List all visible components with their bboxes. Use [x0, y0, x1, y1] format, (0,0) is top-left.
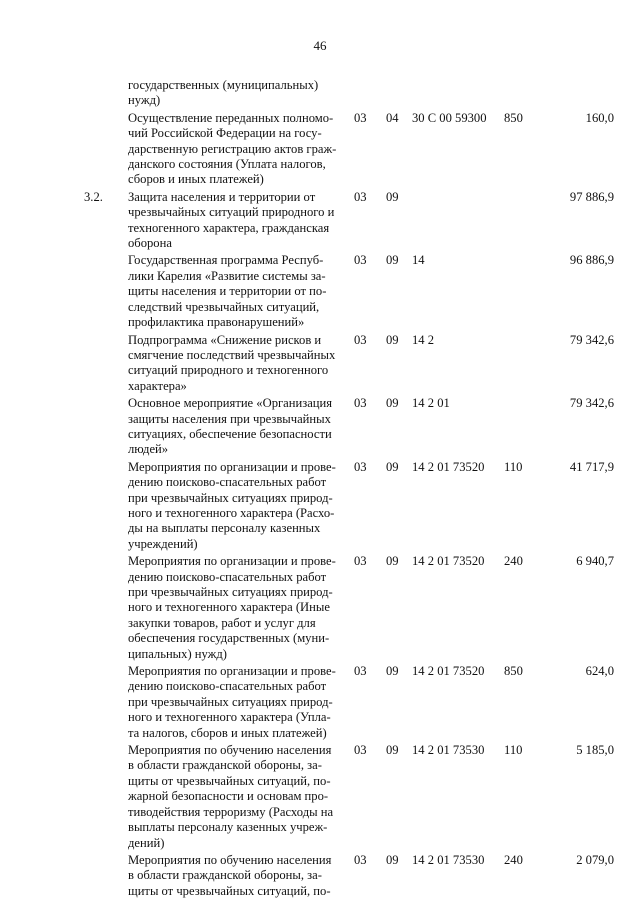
amount: 79 342,6 — [569, 332, 614, 347]
row-name-line: щиты от чрезвычайных ситуаций, по- — [128, 883, 331, 898]
expense-type-code: 110 — [504, 459, 523, 474]
section-code: 03 — [354, 253, 367, 268]
target-item-code — [412, 78, 504, 111]
row-name-line: жарной безопасности и основам про- — [128, 789, 329, 804]
expense-type-code — [504, 78, 544, 111]
row-name-line: дарственную регистрацию актов граж- — [128, 141, 337, 156]
table-row — [84, 460, 614, 554]
row-name-line: Мероприятия по организации и прове- — [128, 664, 336, 679]
section-code: 03 — [354, 554, 367, 569]
expense-type-code: 850 — [504, 110, 523, 125]
target-item-code — [412, 190, 504, 254]
target-item-code: 14 2 — [412, 332, 435, 347]
row-name-line: следствий чрезвычайных ситуаций, — [128, 299, 320, 314]
row-name — [128, 743, 354, 853]
row-number — [84, 664, 128, 743]
table-row — [84, 664, 614, 743]
row-name-line: тиводействия терроризму (Расходы на — [128, 804, 334, 819]
row-name-line: та налогов, сборов и иных платежей) — [128, 725, 327, 740]
row-name-line: людей» — [128, 442, 169, 457]
row-name-line: нужд) — [128, 93, 161, 108]
amount: 624,0 — [585, 664, 614, 679]
amount: 6 940,7 — [576, 554, 614, 569]
row-name-line: обеспечения государственных (муни- — [128, 631, 330, 646]
row-name-line: щиты населения и территории от по- — [128, 284, 327, 299]
expense-type-code — [504, 253, 544, 332]
target-item-code: 14 2 01 73520 — [412, 554, 485, 569]
row-name-line: в области гражданской обороны, за- — [128, 758, 322, 773]
row-name-line: при чрезвычайных ситуациях природ- — [128, 694, 333, 709]
expense-type-code: 110 — [504, 743, 523, 758]
subsection-code — [386, 78, 412, 111]
row-name-line: государственных (муниципальных) — [128, 78, 319, 92]
expense-type-code — [504, 333, 544, 397]
row-name-line: характера» — [128, 378, 187, 393]
row-name-line: дению поисково-спасательных работ — [128, 569, 327, 584]
row-name-line: ситуациях, обеспечение безопасности — [128, 426, 332, 441]
row-name-line: Государственная программа Респуб- — [128, 253, 324, 268]
row-number — [84, 78, 128, 111]
table-row — [84, 253, 614, 332]
budget-table-body — [84, 78, 614, 901]
row-name-line: профилактика правонарушений» — [128, 315, 305, 330]
row-name-line: дений) — [128, 835, 165, 850]
row-name-line: Подпрограмма «Снижение рисков и — [128, 332, 322, 347]
row-number — [84, 396, 128, 460]
row-name-line: ситуаций природного и техногенного — [128, 363, 329, 378]
row-name-line: Осуществление переданных полномо- — [128, 110, 334, 125]
row-number — [84, 554, 128, 664]
section-code: 03 — [354, 852, 367, 867]
row-name — [128, 664, 354, 743]
budget-table — [84, 78, 614, 901]
row-name-line: дению поисково-спасательных работ — [128, 475, 327, 490]
row-name-line: данского состояния (Уплата налогов, — [128, 157, 326, 172]
subsection-code: 09 — [386, 743, 399, 758]
expense-type-code — [504, 190, 544, 254]
row-name — [128, 333, 354, 397]
row-number — [84, 333, 128, 397]
row-number — [84, 853, 128, 901]
section-code: 03 — [354, 459, 367, 474]
row-name-line: при чрезвычайных ситуациях природ- — [128, 490, 333, 505]
row-name-line: дению поисково-спасательных работ — [128, 679, 327, 694]
expense-type-code: 850 — [504, 664, 523, 679]
subsection-code: 09 — [386, 332, 399, 347]
row-name-line: сборов и иных платежей) — [128, 172, 264, 187]
row-name-line: Мероприятия по обучению населения — [128, 852, 332, 867]
table-row — [84, 333, 614, 397]
expense-type-code: 240 — [504, 852, 523, 867]
row-name-line: смягчение последствий чрезвычайных — [128, 347, 336, 362]
row-name-line: ного и техногенного характера (Иные — [128, 600, 330, 615]
row-name-line: чрезвычайных ситуаций природного и — [128, 205, 335, 220]
row-name — [128, 396, 354, 460]
row-name — [128, 460, 354, 554]
row-name — [128, 78, 354, 111]
row-name-line: техногенного характера, гражданская — [128, 220, 330, 235]
section-code: 03 — [354, 332, 367, 347]
table-row — [84, 78, 614, 111]
section-code: 03 — [354, 396, 367, 411]
subsection-code: 09 — [386, 253, 399, 268]
target-item-code: 14 2 01 73530 — [412, 852, 485, 867]
subsection-code: 09 — [386, 852, 399, 867]
row-name-line: лики Карелия «Развитие системы за- — [128, 268, 326, 283]
row-number — [84, 743, 128, 853]
section-code: 03 — [354, 110, 367, 125]
amount — [544, 78, 614, 111]
row-name — [128, 853, 354, 901]
row-name-line: Мероприятия по организации и прове- — [128, 459, 336, 474]
subsection-code: 09 — [386, 396, 399, 411]
section-code — [354, 78, 386, 111]
row-name-line: в области гражданской обороны, за- — [128, 868, 322, 883]
target-item-code: 14 2 01 73520 — [412, 459, 485, 474]
table-row — [84, 396, 614, 460]
amount: 79 342,6 — [569, 396, 614, 411]
row-name-line: ды на выплаты персоналу казенных — [128, 521, 321, 536]
row-name — [128, 253, 354, 332]
subsection-code: 09 — [386, 554, 399, 569]
row-name-line: при чрезвычайных ситуациях природ- — [128, 585, 333, 599]
expense-type-code — [504, 396, 544, 460]
amount: 160,0 — [585, 110, 614, 125]
row-number: 3.2. — [84, 189, 103, 204]
row-number — [84, 460, 128, 554]
row-name-line: Защита населения и территории от — [128, 189, 316, 204]
row-name-line: ципальных) нужд) — [128, 646, 227, 661]
row-name — [128, 190, 354, 254]
row-name-line: Мероприятия по организации и прове- — [128, 554, 336, 569]
row-name-line: защиты населения при чрезвычайных — [128, 411, 331, 426]
row-name-line: щиты от чрезвычайных ситуаций, по- — [128, 773, 331, 788]
page-number: 46 — [313, 38, 327, 53]
section-code: 03 — [354, 664, 367, 679]
row-name-line: учреждений) — [128, 536, 198, 551]
row-name-line: ного и техногенного характера (Упла- — [128, 710, 331, 725]
row-name-line: выплаты персоналу казенных учреж- — [128, 820, 328, 835]
table-row — [84, 554, 614, 664]
row-name-line: Основное мероприятие «Организация — [128, 396, 333, 411]
table-row — [84, 743, 614, 853]
row-name-line: ного и техногенного характера (Расхо- — [128, 505, 335, 520]
amount: 2 079,0 — [576, 852, 614, 867]
amount: 41 717,9 — [569, 459, 614, 474]
table-row — [84, 853, 614, 901]
subsection-code: 04 — [386, 110, 399, 125]
target-item-code: 14 2 01 73520 — [412, 664, 485, 679]
subsection-code: 09 — [386, 664, 399, 679]
subsection-code: 09 — [386, 189, 399, 204]
amount: 97 886,9 — [569, 189, 614, 204]
row-name-line: оборона — [128, 236, 172, 251]
row-name-line: закупки товаров, работ и услуг для — [128, 615, 316, 630]
target-item-code: 14 — [412, 253, 425, 268]
row-name-line: чий Российской Федерации на госу- — [128, 126, 322, 141]
expense-type-code: 240 — [504, 554, 523, 569]
amount: 96 886,9 — [569, 253, 614, 268]
row-number — [84, 111, 128, 190]
target-item-code: 14 2 01 — [412, 396, 450, 411]
row-number — [84, 253, 128, 332]
subsection-code: 09 — [386, 459, 399, 474]
row-name — [128, 554, 354, 664]
row-name-line: Мероприятия по обучению населения — [128, 743, 332, 758]
section-code: 03 — [354, 189, 367, 204]
table-row — [84, 111, 614, 190]
amount: 5 185,0 — [576, 743, 614, 758]
row-name — [128, 111, 354, 190]
target-item-code: 30 С 00 59300 — [412, 110, 487, 125]
table-row — [84, 190, 614, 254]
target-item-code: 14 2 01 73530 — [412, 743, 485, 758]
section-code: 03 — [354, 743, 367, 758]
